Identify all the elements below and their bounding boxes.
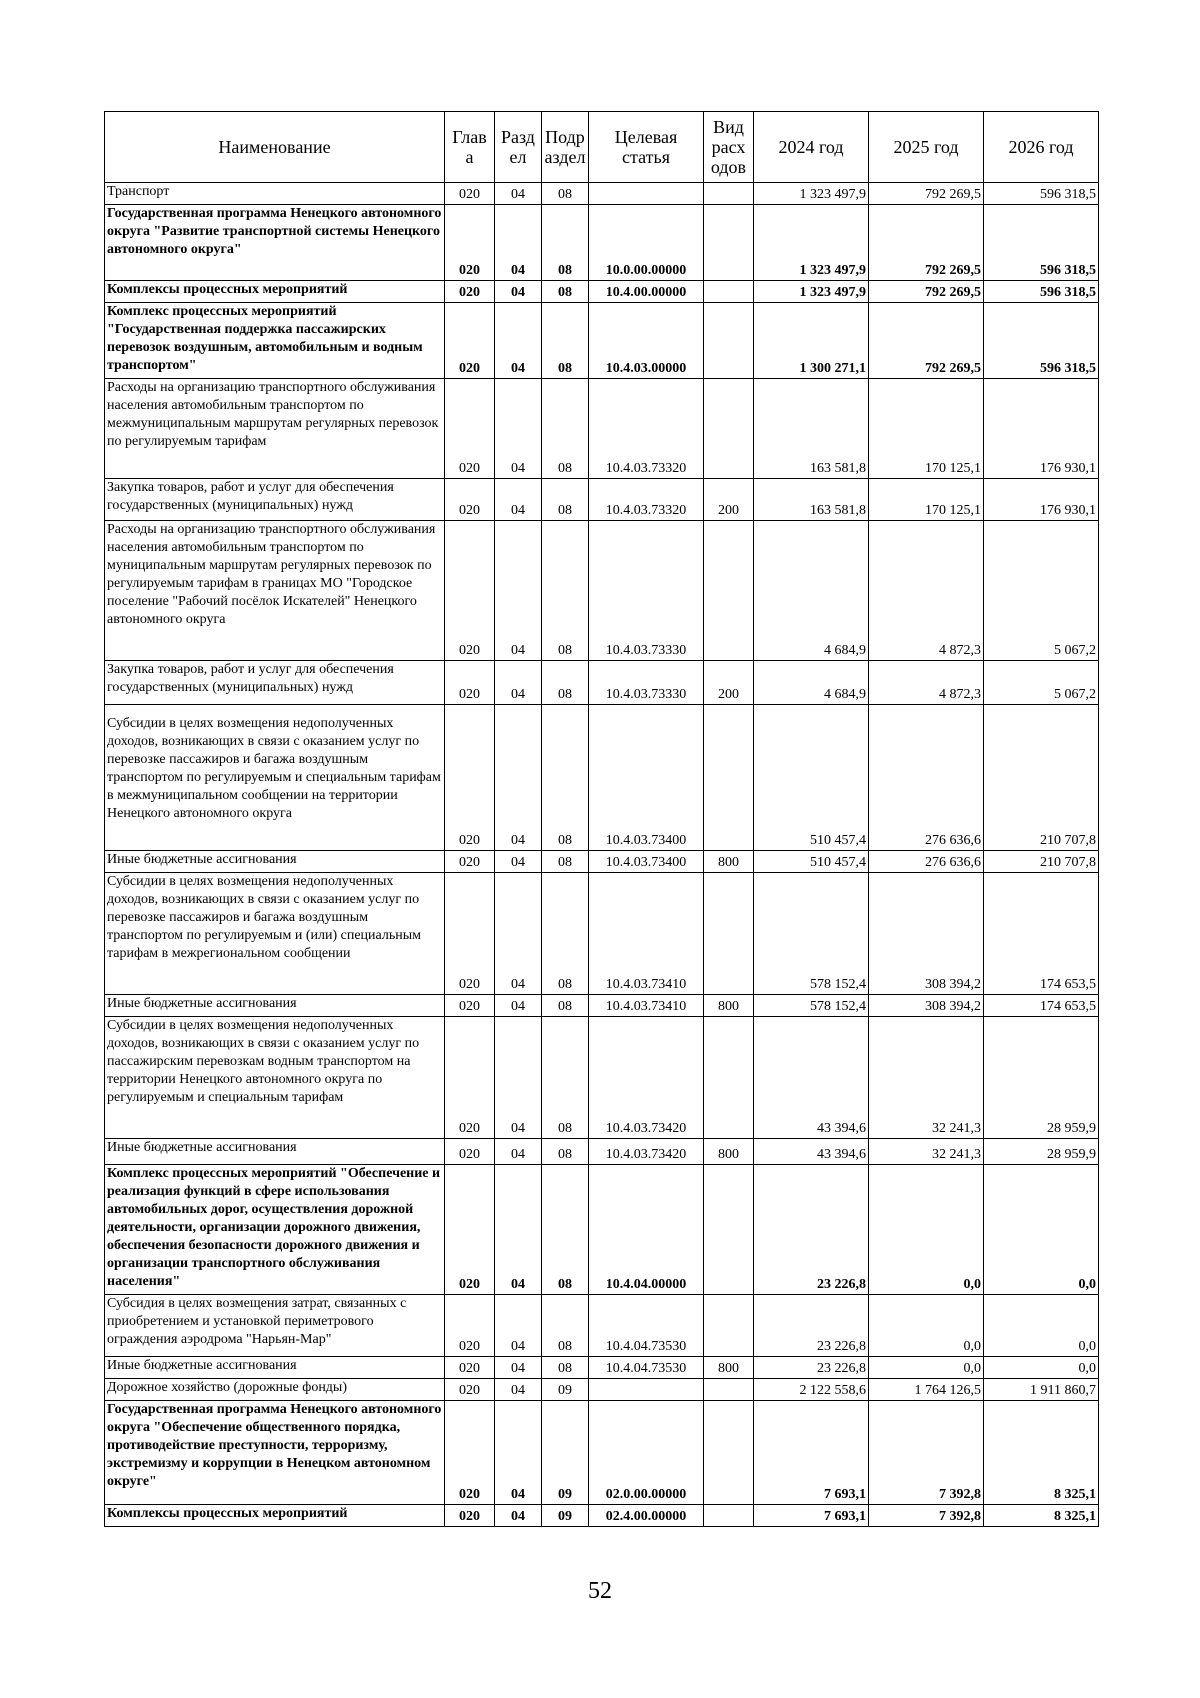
row-2026: 210 707,8 [984,705,1099,851]
row-vid [704,1165,754,1295]
table-row [105,1017,1099,1139]
row-2024: 578 152,4 [754,995,869,1017]
row-celevaya [589,1379,704,1401]
row-name: Комплексы процессных мероприятий [105,281,445,303]
row-celevaya [589,183,704,205]
row-name: Расходы на организацию транспортного обслуживания населения автомобильным транспортом по муниципальным маршрутам регулярных перевозок по регулируемым тарифам в границах МО "Городское поселение "Рабочий посёлок Искателей" Ненецкого автономного округа [105,521,445,661]
row-name: Иные бюджетные ассигнования [105,1357,445,1379]
page-number: 52 [588,1578,612,1604]
row-2024: 163 581,8 [754,379,869,479]
row-2025: 792 269,5 [869,281,984,303]
row-2025: 0,0 [869,1295,984,1357]
row-vid [704,1017,754,1139]
row-2026: 174 653,5 [984,995,1099,1017]
row-razdel: 04 [495,1505,542,1527]
row-celevaya: 10.4.03.73400 [589,851,704,873]
header-razdel: Разд ел [495,112,542,183]
row-glava: 020 [445,873,495,995]
row-razdel: 04 [495,1379,542,1401]
row-2024: 1 323 497,9 [754,183,869,205]
row-razdel: 04 [495,1401,542,1505]
row-name: Комплексы процессных мероприятий [105,1505,445,1527]
row-2025: 276 636,6 [869,851,984,873]
row-razdel: 04 [495,1139,542,1165]
table-row [105,1139,1099,1165]
table-row [105,205,1099,281]
row-2025: 4 872,3 [869,661,984,705]
table-body [105,183,1099,1527]
row-2024: 23 226,8 [754,1357,869,1379]
row-2025: 7 392,8 [869,1505,984,1527]
row-podrazdel: 08 [542,521,589,661]
row-celevaya: 10.4.04.73530 [589,1357,704,1379]
row-celevaya: 10.4.03.73410 [589,873,704,995]
row-name: Закупка товаров, работ и услуг для обеспечения государственных (муниципальных) нужд [105,661,445,705]
table-row [105,1357,1099,1379]
row-glava: 020 [445,1165,495,1295]
row-glava: 020 [445,379,495,479]
row-podrazdel: 08 [542,1357,589,1379]
row-2024: 1 323 497,9 [754,281,869,303]
row-celevaya: 10.4.00.00000 [589,281,704,303]
row-razdel: 04 [495,851,542,873]
row-razdel: 04 [495,183,542,205]
row-vid [704,379,754,479]
row-glava: 020 [445,1401,495,1505]
row-2026: 1 911 860,7 [984,1379,1099,1401]
row-razdel: 04 [495,1017,542,1139]
header-podrazdel: Подр аздел [542,112,589,183]
row-glava: 020 [445,705,495,851]
row-2025: 7 392,8 [869,1401,984,1505]
row-2026: 596 318,5 [984,303,1099,379]
row-podrazdel: 08 [542,995,589,1017]
row-2024: 578 152,4 [754,873,869,995]
row-2024: 1 300 271,1 [754,303,869,379]
row-2024: 43 394,6 [754,1017,869,1139]
row-2025: 0,0 [869,1165,984,1295]
row-2026: 0,0 [984,1295,1099,1357]
table-row [105,1165,1099,1295]
row-vid [704,183,754,205]
table-row [105,1401,1099,1505]
row-vid [704,1505,754,1527]
table-row [105,183,1099,205]
row-podrazdel: 08 [542,281,589,303]
row-2026: 8 325,1 [984,1505,1099,1527]
table-row [105,851,1099,873]
row-2024: 43 394,6 [754,1139,869,1165]
row-name: Субсидии в целях возмещения недополученных доходов, возникающих в связи с оказанием услуг по пассажирским перевозкам водным транспортом на территории Ненецкого автономного округа по регулируемым и специальным тарифам [105,1017,445,1139]
row-celevaya: 10.4.03.73420 [589,1139,704,1165]
table-row [105,379,1099,479]
row-celevaya: 10.4.03.00000 [589,303,704,379]
row-name: Дорожное хозяйство (дорожные фонды) [105,1379,445,1401]
row-podrazdel: 09 [542,1401,589,1505]
row-2024: 4 684,9 [754,661,869,705]
row-2024: 23 226,8 [754,1295,869,1357]
row-podrazdel: 08 [542,1017,589,1139]
row-razdel: 04 [495,873,542,995]
row-2026: 176 930,1 [984,379,1099,479]
row-vid [704,1401,754,1505]
row-podrazdel: 08 [542,705,589,851]
row-2025: 170 125,1 [869,379,984,479]
row-name: Государственная программа Ненецкого автономного округа "Обеспечение общественного порядка, противодействие преступности, терроризму, экстремизму и коррупции в Ненецком автономном округе" [105,1401,445,1505]
row-glava: 020 [445,479,495,521]
row-2026: 5 067,2 [984,661,1099,705]
row-razdel: 04 [495,303,542,379]
row-2025: 792 269,5 [869,205,984,281]
row-razdel: 04 [495,281,542,303]
table-row [105,995,1099,1017]
row-celevaya: 10.4.04.00000 [589,1165,704,1295]
row-2024: 7 693,1 [754,1505,869,1527]
row-vid: 200 [704,661,754,705]
row-2025: 792 269,5 [869,183,984,205]
row-podrazdel: 08 [542,873,589,995]
row-podrazdel: 08 [542,183,589,205]
row-razdel: 04 [495,1165,542,1295]
table-header-row [105,112,1099,183]
row-glava: 020 [445,1017,495,1139]
row-2024: 2 122 558,6 [754,1379,869,1401]
row-razdel: 04 [495,1295,542,1357]
row-vid [704,1295,754,1357]
row-name: Субсидии в целях возмещения недополученных доходов, возникающих в связи с оказанием услуг по перевозке пассажиров и багажа воздушным транспортом по регулируемым и (или) специальным тарифам в межрегиональном сообщении [105,873,445,995]
row-glava: 020 [445,1505,495,1527]
row-podrazdel: 08 [542,205,589,281]
row-celevaya: 02.4.00.00000 [589,1505,704,1527]
row-2026: 596 318,5 [984,205,1099,281]
header-2025: 2025 год [869,112,984,183]
row-razdel: 04 [495,205,542,281]
row-podrazdel: 08 [542,1165,589,1295]
row-celevaya: 10.4.03.73420 [589,1017,704,1139]
row-name: Иные бюджетные ассигнования [105,851,445,873]
row-2025: 308 394,2 [869,995,984,1017]
row-podrazdel: 08 [542,303,589,379]
row-celevaya: 10.4.03.73330 [589,661,704,705]
row-vid: 800 [704,995,754,1017]
row-vid [704,303,754,379]
row-vid: 800 [704,1139,754,1165]
row-2026: 596 318,5 [984,281,1099,303]
row-celevaya: 02.0.00.00000 [589,1401,704,1505]
row-celevaya: 10.4.04.73530 [589,1295,704,1357]
row-vid: 800 [704,1357,754,1379]
row-2026: 174 653,5 [984,873,1099,995]
row-name: Субсидия в целях возмещения затрат, связанных с приобретением и установкой периметрового ограждения аэродрома "Нарьян-Мар" [105,1295,445,1357]
row-podrazdel: 08 [542,1139,589,1165]
row-2026: 8 325,1 [984,1401,1099,1505]
row-name: Иные бюджетные ассигнования [105,995,445,1017]
row-glava: 020 [445,1379,495,1401]
table-row [105,705,1099,851]
row-vid [704,521,754,661]
table-row [105,1379,1099,1401]
budget-table [104,111,1099,1527]
row-2025: 32 241,3 [869,1017,984,1139]
table-row [105,281,1099,303]
row-2026: 28 959,9 [984,1139,1099,1165]
row-razdel: 04 [495,995,542,1017]
header-vid: Вид расх одов [704,112,754,183]
row-2026: 0,0 [984,1165,1099,1295]
row-vid: 200 [704,479,754,521]
row-vid [704,1379,754,1401]
row-name: Иные бюджетные ассигнования [105,1139,445,1165]
row-name: Транспорт [105,183,445,205]
row-podrazdel: 08 [542,479,589,521]
row-podrazdel: 09 [542,1505,589,1527]
row-2026: 28 959,9 [984,1017,1099,1139]
row-razdel: 04 [495,521,542,661]
row-podrazdel: 08 [542,851,589,873]
header-name: Наименование [105,112,445,183]
row-vid [704,705,754,851]
row-celevaya: 10.4.03.73400 [589,705,704,851]
row-celevaya: 10.4.03.73410 [589,995,704,1017]
row-celevaya: 10.4.03.73330 [589,521,704,661]
row-vid [704,873,754,995]
row-2025: 0,0 [869,1357,984,1379]
row-name: Комплекс процессных мероприятий "Обеспечение и реализация функций в сфере использования автомобильных дорог, осуществления дорожной деятельности, организации дорожного движения, обеспечения безопасности дорожного движения и организации транспортного обслуживания населения" [105,1165,445,1295]
row-glava: 020 [445,183,495,205]
header-2026: 2026 год [984,112,1099,183]
row-glava: 020 [445,1139,495,1165]
table-row [105,1295,1099,1357]
table-row [105,479,1099,521]
row-2024: 7 693,1 [754,1401,869,1505]
row-glava: 020 [445,661,495,705]
row-2026: 5 067,2 [984,521,1099,661]
row-celevaya: 10.4.03.73320 [589,479,704,521]
table-row [105,873,1099,995]
row-name: Расходы на организацию транспортного обслуживания населения автомобильным транспортом по межмуниципальным маршрутам регулярных перевозок по регулируемым тарифам [105,379,445,479]
row-glava: 020 [445,521,495,661]
row-2024: 23 226,8 [754,1165,869,1295]
row-2026: 0,0 [984,1357,1099,1379]
row-razdel: 04 [495,379,542,479]
table-row [105,521,1099,661]
row-glava: 020 [445,995,495,1017]
row-2024: 510 457,4 [754,705,869,851]
row-razdel: 04 [495,661,542,705]
row-2025: 4 872,3 [869,521,984,661]
row-vid: 800 [704,851,754,873]
row-2024: 163 581,8 [754,479,869,521]
row-2025: 276 636,6 [869,705,984,851]
header-2024: 2024 год [754,112,869,183]
row-celevaya: 10.4.03.73320 [589,379,704,479]
row-podrazdel: 08 [542,661,589,705]
row-vid [704,281,754,303]
row-2024: 4 684,9 [754,521,869,661]
row-2026: 176 930,1 [984,479,1099,521]
row-razdel: 04 [495,705,542,851]
row-2025: 308 394,2 [869,873,984,995]
table-row [105,303,1099,379]
row-razdel: 04 [495,1357,542,1379]
row-glava: 020 [445,303,495,379]
row-glava: 020 [445,1295,495,1357]
row-name: Комплекс процессных мероприятий "Государственная поддержка пассажирских перевозок воздушным, автомобильным и водным транспортом" [105,303,445,379]
row-glava: 020 [445,205,495,281]
header-celevaya: Целевая статья [589,112,704,183]
row-name: Государственная программа Ненецкого автономного округа "Развитие транспортной системы Ненецкого автономного округа" [105,205,445,281]
row-name: Субсидии в целях возмещения недополученных доходов, возникающих в связи с оказанием услуг по перевозке пассажиров и багажа воздушным транспортом по регулируемым и специальным тарифам в межмуниципальном сообщении на территории Ненецкого автономного округа [105,705,445,851]
row-glava: 020 [445,281,495,303]
row-vid [704,205,754,281]
row-glava: 020 [445,851,495,873]
row-celevaya: 10.0.00.00000 [589,205,704,281]
table-row [105,661,1099,705]
row-2026: 210 707,8 [984,851,1099,873]
row-2026: 596 318,5 [984,183,1099,205]
header-glava: Глав а [445,112,495,183]
row-podrazdel: 08 [542,1295,589,1357]
row-2025: 792 269,5 [869,303,984,379]
row-glava: 020 [445,1357,495,1379]
row-2024: 510 457,4 [754,851,869,873]
row-2025: 32 241,3 [869,1139,984,1165]
row-name: Закупка товаров, работ и услуг для обеспечения государственных (муниципальных) нужд [105,479,445,521]
row-2025: 1 764 126,5 [869,1379,984,1401]
row-2024: 1 323 497,9 [754,205,869,281]
row-razdel: 04 [495,479,542,521]
table-row [105,1505,1099,1527]
row-podrazdel: 09 [542,1379,589,1401]
row-podrazdel: 08 [542,379,589,479]
row-2025: 170 125,1 [869,479,984,521]
